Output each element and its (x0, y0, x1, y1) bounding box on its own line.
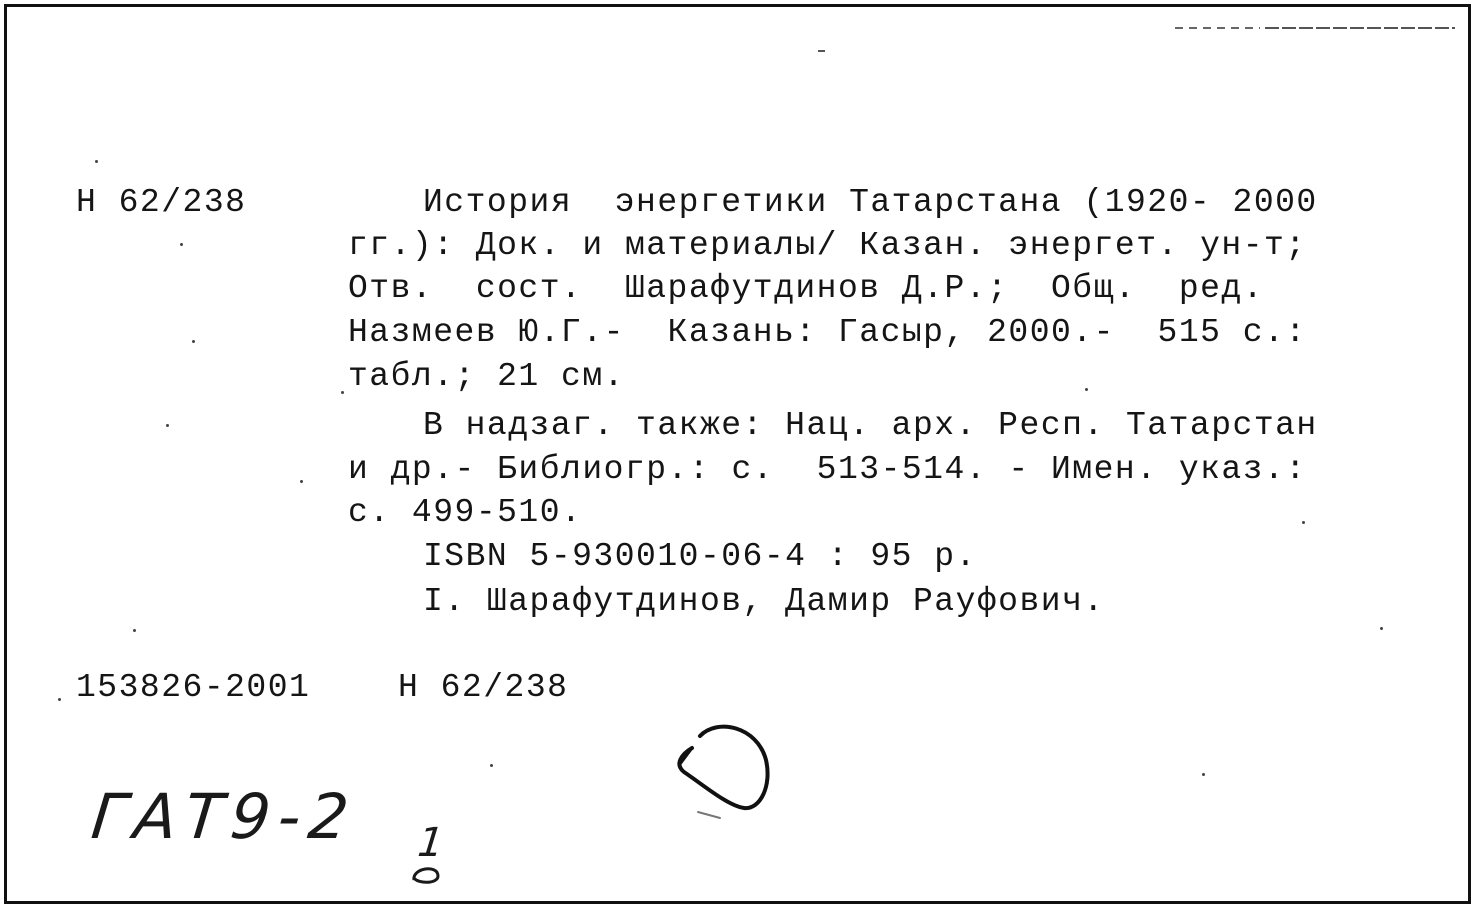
scan-speck (166, 424, 169, 427)
handwritten-code: ГАТ9-2 (88, 780, 360, 853)
title-line-3: Отв. сост. Шарафутдинов Д.Р.; Общ. ред. (348, 270, 1265, 307)
scan-speck (58, 698, 61, 701)
scan-speck (192, 340, 195, 343)
note-line-2: и др.- Библиогр.: с. 513-514. - Имен. указ.: (348, 451, 1307, 488)
scan-speck (180, 243, 183, 246)
scan-mark (1175, 27, 1260, 29)
scan-mark (1265, 27, 1455, 29)
handwritten-underloop (408, 858, 448, 888)
accession-number: 153826-2001 (76, 669, 311, 706)
title-line-4: Назмеев Ю.Г.- Казань: Гасыр, 2000.- 515 с.: (348, 314, 1307, 351)
scan-mark (818, 50, 825, 52)
scan-speck (341, 391, 344, 394)
scan-speck (95, 160, 98, 163)
scan-speck (1085, 388, 1088, 391)
call-number: Н 62/238 (76, 184, 247, 221)
scan-speck (133, 629, 136, 632)
scan-speck (300, 480, 303, 483)
scan-speck (1302, 521, 1305, 524)
title-line-2: гг.): Док. и материалы/ Казан. энергет. ун-т; (348, 227, 1307, 264)
handwritten-suffix: 1 (415, 820, 454, 866)
note-line-3: с. 499-510. (348, 494, 583, 531)
title-line-1: История энергетики Татарстана (1920- 2000 (423, 184, 1318, 221)
scan-speck (1202, 773, 1205, 776)
note-line-1: В надзаг. также: Нац. арх. Респ. Татарстан (423, 407, 1318, 444)
isbn-line: ISBN 5-930010-06-4 : 95 р. (423, 538, 977, 575)
circle-mark-icon (662, 718, 782, 828)
title-line-5: табл.; 21 см. (348, 358, 625, 395)
added-entry: I. Шарафутдинов, Дамир Рауфович. (423, 583, 1105, 620)
footer-call-number: Н 62/238 (398, 669, 569, 706)
scan-speck (490, 764, 493, 767)
scan-speck (1380, 627, 1383, 630)
